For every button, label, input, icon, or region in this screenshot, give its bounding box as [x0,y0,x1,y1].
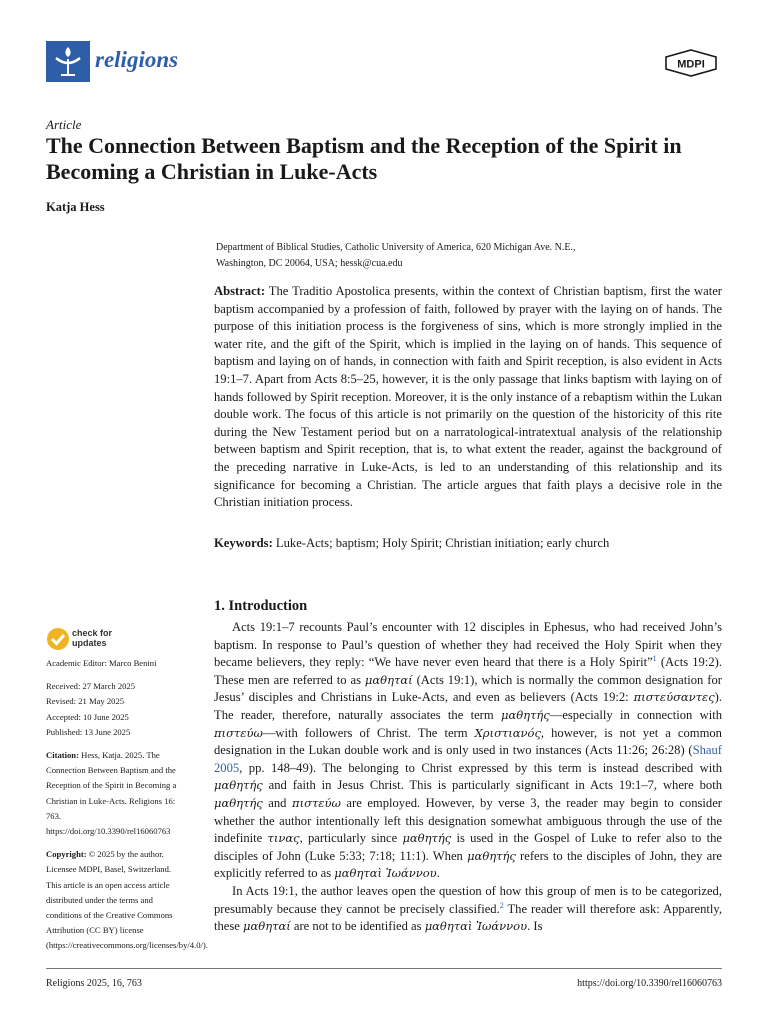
check-for-updates-button[interactable] [46,627,176,651]
citation-text[interactable]: Hess, Katja. 2025. The Connection Between Baptism and the Reception of the Spirit in Becoming a Christian in Luke-Acts. Religions 16: 763. https://doi.org/10.3390/rel16060763 [46,750,177,837]
abstract [214,283,722,512]
affiliation [216,240,736,272]
published-date: Published: 13 June 2025 [46,726,131,737]
article-type: Article [46,117,82,132]
section-heading: 1. Introduction [214,598,308,614]
copyright-label: Copyright: [46,849,87,860]
mdpi-logo[interactable] [664,49,718,77]
affiliation-line: Department of Biblical Studies, Catholic University of America, 620 Michigan Ave. N.E., [216,242,576,253]
article-info-sidebar [46,656,208,954]
publisher-name: MDPI [677,58,705,71]
footer-doi-link[interactable]: https://doi.org/10.3390/rel16060763 [577,978,722,989]
accepted-date: Accepted: 10 June 2025 [46,711,129,722]
footnote-link[interactable]: 2 [499,900,504,910]
received-date: Received: 27 March 2025 [46,681,136,692]
footer-divider [46,968,722,969]
abstract-text: The Traditio Apostolica presents, within the context of Christian baptism, first the water baptism accompanied by a profession of faith, followed by prayer with the laying on of hands. The purpose of this initiation process is the forgiveness of sins, which is more strongly implied in the water rite, and the gift of the Spirit, which is implied in the laying on of hands. This sequence of baptism and laying on of hands, in connection with faith and Spirit reception, is also evident in Acts 19:1–7. Apart from Acts 8:5–25, however, it is the only passage that links baptism with laying on of hands followed by Spirit reception. Moreover, it is the only instance of a rebaptism within the Lukan double work. The focus of this article is not primarily on the question of the historicity of this rite during the New Testament period but on a narratological-intratextual analysis of the relationship between baptism and Spirit reception, that is, to what extent the reader, against the background of the preceding narrative in Luke-Acts, is led to an understanding of this relationship and its significance for becoming a Christian. The article argues that faith plays a decisive role in the Christian initiation process. [214,284,723,510]
keywords [214,535,722,553]
copyright-block [46,847,208,953]
revised-date: Revised: 21 May 2025 [46,696,125,707]
author-name: Katja Hess [46,200,105,214]
keywords-label: Keywords: [214,536,273,550]
citation-label: Citation: [46,750,79,761]
paragraph: In Acts 19:1, the author leaves open the question of how this group of men is to be categorized, presumably because they cannot be precisely classified.$^2$ The reader will therefore ask: Apparently, these μαθηταί are not to be identified as μαθηταὶ Ἰωάννου. Is [214,883,722,934]
check-line: check for [72,628,113,638]
footnote-link[interactable]: 1 [652,654,657,663]
check-updates-icon [46,627,70,651]
copyright-text: © 2025 by the author. Licensee MDPI, Basel, Switzerland. This article is an open access article distributed under the terms and conditions of the Creative Commons Attribution (CC BY) license (https://creativecommons.org/licenses/by/4.0/). [46,849,208,951]
abstract-label: Abstract: [214,284,266,298]
paragraph: Acts 19:1–7 recounts Paul’s encounter with 12 disciples in Ephesus, who had received John’s baptism. In response to Paul’s question of whether they had received the Holy Spirit when they became believers, they reply: “We have never even heard that there is a Holy Spirit”$^1$ (Acts 19:2). These men are referred to as μαθηταί (Acts 19:1), which is normally the common designation for Jesus’ disciples and Christians in Luke-Acts, and even as believers (Acts 19:2: πιστεύσαντες). The reader, therefore, naturally associates the term μαθητής—especially in connection with πιστεύω—with followers of Christ. The term Χριστιανός, however, is not yet a common designation in the Lukan double work and is only used in two instances (Acts 11:26; 26:28) (Shauf 2005, pp. 148–49). The belonging to Christ expressed by this term is instead described with μαθητής and faith in Jesus Christ. This is particularly significant in Acts 19:1–7, where both μαθητής and πιστεύω are employed. However, by verse 3, the reader may begin to consider whether the author intentionally left this designation somewhat ambiguous through the use of the indefinite τινας, particularly since μαθητής is used in the Gospel of Luke to refer also to the disciples of John (Luke 5:33; 7:18; 11:1). When μαθητής refers to the disciples of John, they are explicitly referred to as μαθηταὶ Ἰωάννου. [214,620,723,881]
citation-link[interactable]: Shauf 2005 [214,743,722,775]
citation-block [46,748,186,839]
keywords-text: Luke-Acts; baptism; Holy Spirit; Christian initiation; early church [275,536,610,550]
academic-editor: Academic Editor: Marco Benini [46,658,157,668]
journal-logo-icon [46,41,90,82]
footer-journal-info: Religions 2025, 16, 763 [46,978,142,989]
check-line: updates [72,638,107,648]
affiliation-line: Washington, DC 20064, USA; hessk@cua.edu [216,258,403,269]
journal-name[interactable]: religions [95,47,179,72]
intro-body [214,619,722,936]
article-title: The Connection Between Baptism and the Reception of the Spirit in Becoming a Christian in Luke-Acts [46,133,682,184]
